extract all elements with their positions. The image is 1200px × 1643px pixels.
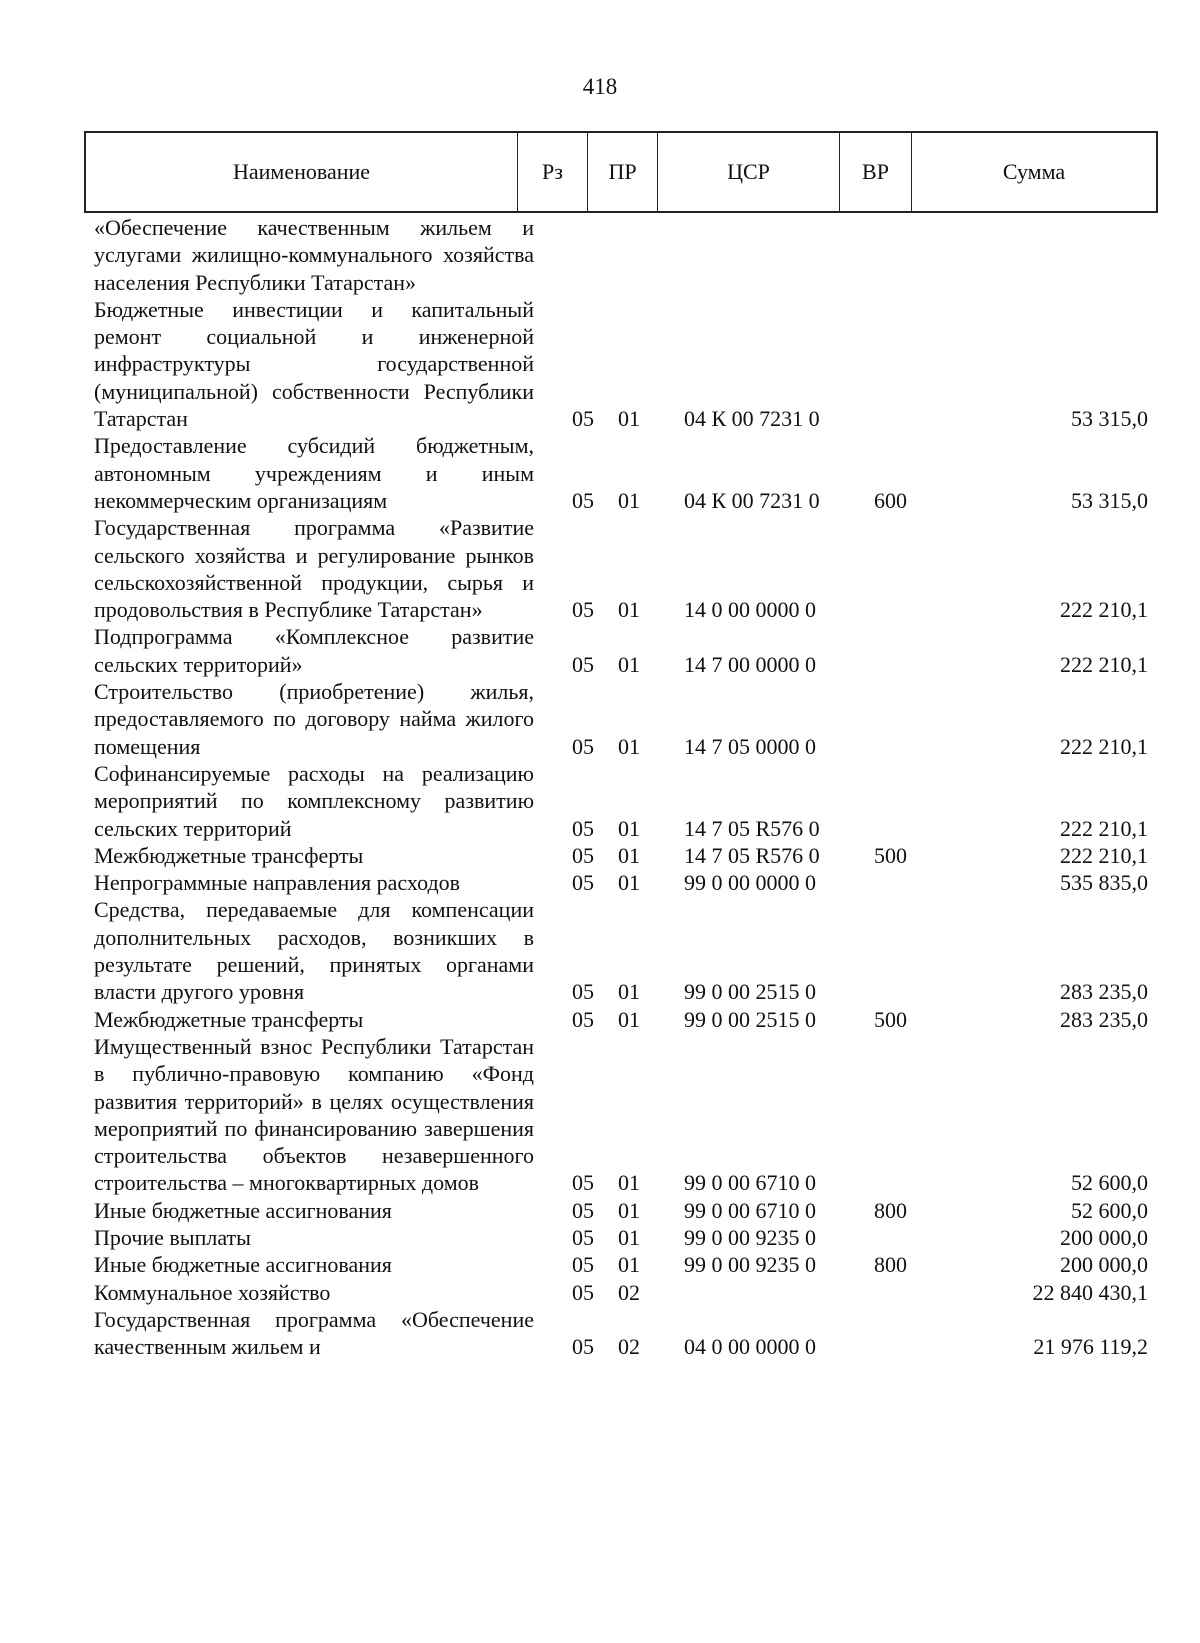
- row-csr: 99 0 00 9235 0: [684, 1224, 816, 1250]
- row-pr: 01: [618, 870, 640, 896]
- row-sum: 222 210,1: [1060, 842, 1148, 868]
- row-sum: 200 000,0: [1060, 1252, 1148, 1278]
- row-csr: 99 0 00 6710 0: [684, 1197, 816, 1223]
- row-name: Строительство (приобретение) жилья, предоставляемого по договору найма жилого помещения: [94, 679, 534, 759]
- row-rz: 05: [572, 733, 594, 759]
- row-vr: 500: [874, 842, 907, 868]
- table-body: [84, 214, 1158, 1360]
- row-name: Предоставление субсидий бюджетным, автономным учреждениям и иным некоммерческим организациям: [94, 433, 534, 513]
- table-row: [84, 432, 1158, 514]
- table-row: [84, 760, 1158, 842]
- row-rz: 05: [572, 1334, 594, 1360]
- row-csr: 04 К 00 7231 0: [684, 487, 820, 513]
- row-pr: 01: [618, 733, 640, 759]
- row-csr: 99 0 00 6710 0: [684, 1170, 816, 1196]
- header-pr: ПР: [588, 133, 658, 211]
- row-pr: 01: [618, 1197, 640, 1223]
- row-name: Государственная программа «Развитие сельского хозяйства и регулирование рынков сельскохозяйственной продукции, сырья и продовольствия в Республике Татарстан»: [94, 515, 534, 623]
- row-pr: 01: [618, 651, 640, 677]
- table-row: [84, 1033, 1158, 1197]
- table-row: [84, 514, 1158, 623]
- row-sum: 53 315,0: [1071, 487, 1148, 513]
- row-vr: 500: [874, 1006, 907, 1032]
- row-name: Бюджетные инвестиции и капитальный ремонт социальной и инженерной инфраструктуры государственной (муниципальной) собственности Республики Татарстан: [94, 296, 534, 432]
- row-pr: 01: [618, 1170, 640, 1196]
- table-row: [84, 214, 1158, 296]
- row-csr: 99 0 00 0000 0: [684, 870, 816, 896]
- table-row: [84, 623, 1158, 678]
- row-pr: 01: [618, 842, 640, 868]
- header-sum: Сумма: [1002, 159, 1066, 184]
- row-vr: 800: [874, 1252, 907, 1278]
- row-name: Имущественный взнос Республики Татарстан в публично-правовую компанию «Фонд развития территорий» в целях осуществления мероприятий по финансированию завершения строительства объектов незавершенного строительства – многоквартирных домов: [94, 1033, 534, 1196]
- row-name: Прочие выплаты: [94, 1224, 251, 1250]
- row-csr: 14 0 00 0000 0: [684, 597, 816, 623]
- table-row: [84, 842, 1158, 869]
- row-sum: 21 976 119,2: [1033, 1334, 1148, 1360]
- row-pr: 01: [618, 597, 640, 623]
- page-number: 418: [582, 74, 618, 99]
- row-rz: 05: [572, 406, 594, 432]
- row-vr: 600: [874, 487, 907, 513]
- row-sum: 222 210,1: [1060, 597, 1148, 623]
- row-rz: 05: [572, 979, 594, 1005]
- row-csr: 14 7 00 0000 0: [684, 651, 816, 677]
- row-csr: 14 7 05 0000 0: [684, 733, 816, 759]
- row-sum: 222 210,1: [1060, 651, 1148, 677]
- row-pr: 01: [618, 815, 640, 841]
- table-row: [84, 1197, 1158, 1224]
- row-name: Подпрограмма «Комплексное развитие сельских территорий»: [94, 624, 534, 677]
- row-rz: 05: [572, 842, 594, 868]
- row-name: «Обеспечение качественным жильем и услугами жилищно-коммунального хозяйства населения Республики Татарстан»: [94, 215, 534, 295]
- table-row: [84, 869, 1158, 896]
- header-rz: Рз: [518, 133, 588, 211]
- row-rz: 05: [572, 870, 594, 896]
- table-row: [84, 1251, 1158, 1278]
- row-name: Непрограммные направления расходов: [94, 870, 461, 896]
- row-name: Государственная программа «Обеспечение качественным жильем и: [94, 1306, 534, 1360]
- row-rz: 05: [572, 1279, 594, 1305]
- row-name: Иные бюджетные ассигнования: [94, 1252, 392, 1278]
- row-csr: 99 0 00 9235 0: [684, 1252, 816, 1278]
- row-pr: 01: [618, 1006, 640, 1032]
- row-rz: 05: [572, 651, 594, 677]
- row-pr: 02: [618, 1334, 640, 1360]
- row-rz: 05: [572, 1006, 594, 1032]
- header-csr: ЦСР: [658, 133, 840, 211]
- row-rz: 05: [572, 1170, 594, 1196]
- row-csr: 04 К 00 7231 0: [684, 406, 820, 432]
- header-vr: ВР: [840, 133, 912, 211]
- table-header: [84, 131, 1158, 213]
- row-pr: 01: [618, 487, 640, 513]
- row-rz: 05: [572, 1224, 594, 1250]
- row-sum: 222 210,1: [1060, 815, 1148, 841]
- row-sum: 52 600,0: [1071, 1197, 1148, 1223]
- table-row: [84, 296, 1158, 432]
- table-row: [84, 1279, 1158, 1306]
- row-rz: 05: [572, 1252, 594, 1278]
- row-csr: 14 7 05 R576 0: [684, 815, 820, 841]
- row-rz: 05: [572, 1197, 594, 1223]
- row-sum: 22 840 430,1: [1032, 1279, 1148, 1305]
- row-sum: 52 600,0: [1071, 1170, 1148, 1196]
- row-pr: 01: [618, 1252, 640, 1278]
- row-csr: 04 0 00 0000 0: [684, 1334, 816, 1360]
- row-name: Софинансируемые расходы на реализацию мероприятий по комплексному развитию сельских территорий: [94, 760, 534, 841]
- row-pr: 02: [618, 1279, 640, 1305]
- row-csr: 99 0 00 2515 0: [684, 979, 816, 1005]
- row-name: Коммунальное хозяйство: [94, 1279, 331, 1305]
- row-pr: 01: [618, 406, 640, 432]
- row-sum: 535 835,0: [1060, 870, 1148, 896]
- row-pr: 01: [618, 1224, 640, 1250]
- row-name: Межбюджетные трансферты: [94, 842, 364, 868]
- row-vr: 800: [874, 1197, 907, 1223]
- row-csr: 14 7 05 R576 0: [684, 842, 820, 868]
- row-name: Межбюджетные трансферты: [94, 1006, 364, 1032]
- table-row: [84, 1306, 1158, 1361]
- row-csr: 99 0 00 2515 0: [684, 1006, 816, 1032]
- table-row: [84, 678, 1158, 760]
- row-name: Иные бюджетные ассигнования: [94, 1197, 392, 1223]
- header-name: Наименование: [86, 133, 518, 211]
- table-row: [84, 896, 1158, 1005]
- row-rz: 05: [572, 597, 594, 623]
- row-sum: 53 315,0: [1071, 406, 1148, 432]
- row-sum: 283 235,0: [1060, 1006, 1148, 1032]
- table-row: [84, 1224, 1158, 1251]
- row-name: Средства, передаваемые для компенсации дополнительных расходов, возникших в результате решений, принятых органами власти другого уровня: [94, 897, 534, 1005]
- table-row: [84, 1006, 1158, 1033]
- row-sum: 222 210,1: [1060, 733, 1148, 759]
- row-rz: 05: [572, 487, 594, 513]
- row-rz: 05: [572, 815, 594, 841]
- row-pr: 01: [618, 979, 640, 1005]
- row-sum: 283 235,0: [1060, 979, 1148, 1005]
- row-sum: 200 000,0: [1060, 1224, 1148, 1250]
